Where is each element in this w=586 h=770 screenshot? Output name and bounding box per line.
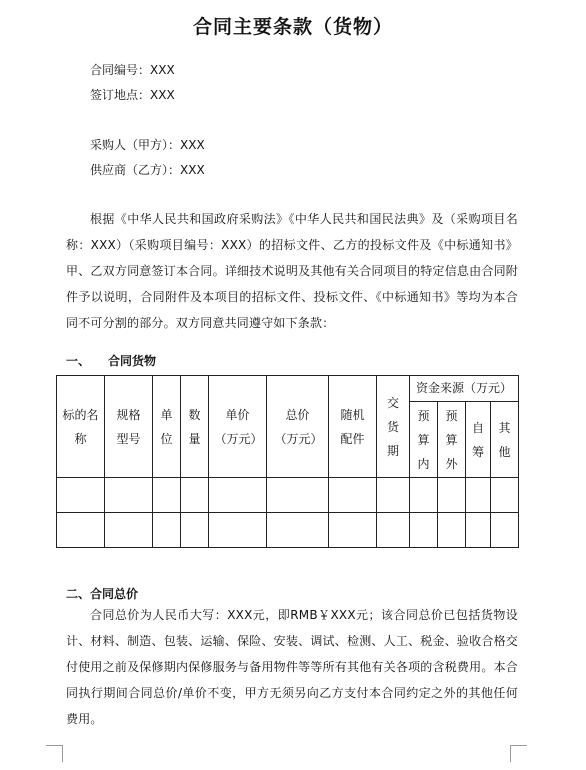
header-quantity: 数量 — [181, 376, 209, 478]
contract-number: 合同编号：XXX — [90, 63, 175, 77]
header-total-price: 总价（万元） — [267, 376, 329, 478]
header-budget-in: 预算内 — [410, 402, 438, 478]
page-corner-mark-left — [46, 745, 63, 762]
section-1-title: 合同货物 — [108, 354, 157, 368]
table-cell — [153, 478, 181, 513]
signing-place: 签订地点：XXX — [90, 88, 175, 102]
table-row — [57, 513, 519, 548]
table-cell — [153, 513, 181, 548]
header-unit-price: 单价（万元） — [209, 376, 267, 478]
table-cell — [377, 478, 410, 513]
table-cell — [181, 513, 209, 548]
header-accessories: 随机配件 — [329, 376, 377, 478]
table-cell — [209, 513, 267, 548]
table-cell — [438, 513, 466, 548]
section-1-number: 一、 — [66, 354, 91, 368]
header-unit: 单位 — [153, 376, 181, 478]
table-row — [57, 478, 519, 513]
table-cell — [57, 513, 105, 548]
buyer-party: 采购人（甲方）：XXX — [90, 138, 205, 152]
goods-table — [56, 375, 519, 548]
header-spec-model: 规格型号 — [105, 376, 153, 478]
table-cell — [209, 478, 267, 513]
table-cell — [491, 513, 519, 548]
table-cell — [438, 478, 466, 513]
contract-price-paragraph: 合同总价为人民币大写：XXX元，即RMB￥XXX元；该合同总价已包括货物设计、材料、制造、包装、运输、保险、安装、调试、检测、人工、税金、验收合格交付使用之前及保修期内保修服务与备用物件等等所有其他有关各项的含税费用。本合同执行期间合同总价/单价不变，甲方无须另向乙方支付本合同约定之外的其他任何费用。 — [66, 608, 518, 726]
header-self-funded: 自筹 — [466, 402, 491, 478]
document-title: 合同主要条款（货物） — [192, 16, 393, 38]
header-delivery-period: 交货期 — [377, 376, 410, 478]
table-cell — [105, 478, 153, 513]
page-corner-mark-right — [510, 745, 527, 762]
table-cell — [57, 478, 105, 513]
table-cell — [267, 478, 329, 513]
table-cell — [329, 478, 377, 513]
header-item-name: 标的名称 — [57, 376, 105, 478]
table-cell — [105, 513, 153, 548]
header-fund-source: 资金来源（万元） — [410, 376, 519, 402]
header-other: 其他 — [491, 402, 519, 478]
table-cell — [377, 513, 410, 548]
table-cell — [267, 513, 329, 548]
table-cell — [410, 478, 438, 513]
table-cell — [181, 478, 209, 513]
supplier-party: 供应商（乙方）：XXX — [90, 163, 205, 177]
intro-paragraph: 根据《中华人民共和国政府采购法》《中华人民共和国民法典》及（采购项目名称：XXX）（采购项目编号：XXX）的招标文件、乙方的投标文件及《中标通知书》甲、乙双方同意签订本合同。详细技术说明及其他有关合同项目的特定信息由合同附件予以说明，合同附件及本项目的招标文件、投标文件、《中标通知书》等均为本合同不可分割的部分。双方同意共同遵守如下条款： — [66, 212, 518, 330]
header-budget-out: 预算外 — [438, 402, 466, 478]
section-1-heading — [66, 352, 156, 369]
table-cell — [329, 513, 377, 548]
table-cell — [491, 478, 519, 513]
table-cell — [466, 513, 491, 548]
table-cell — [410, 513, 438, 548]
section-2-heading: 二、合同总价 — [66, 587, 139, 601]
table-cell — [466, 478, 491, 513]
